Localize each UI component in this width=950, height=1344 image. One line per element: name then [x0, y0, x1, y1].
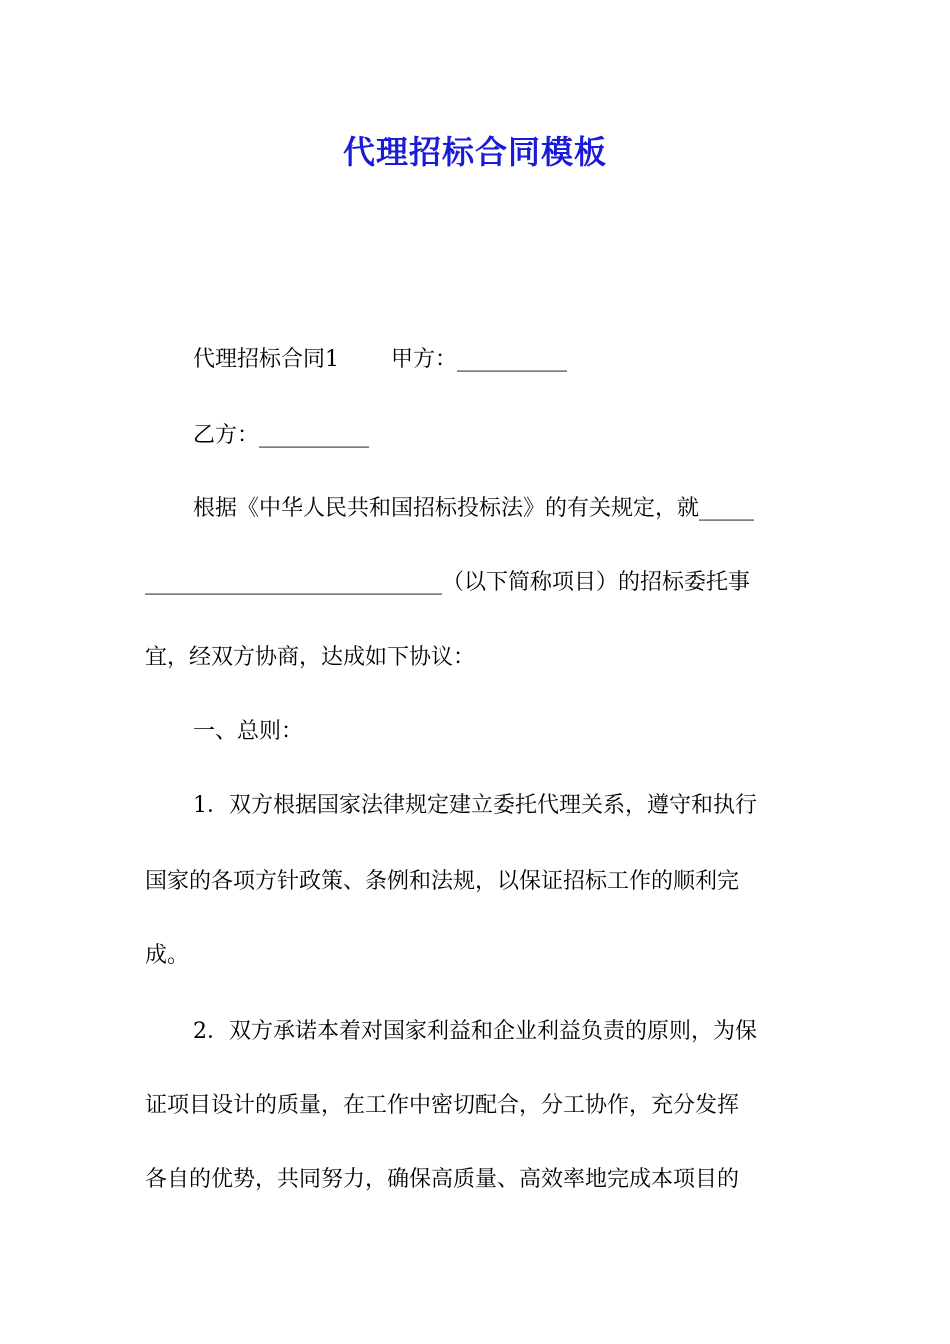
paragraph-line: 根据《中华人民共和国招标投标法》的有关规定，就_____ [193, 496, 755, 521]
paragraph-line: 1．双方根据国家法律规定建立委托代理关系，遵守和执行 [193, 793, 757, 818]
party-b-field: 乙方：__________ [193, 423, 370, 448]
paragraph-line: 成。 [145, 943, 190, 968]
paragraph-line: ___________________________（以下简称项目）的招标委托事 [145, 570, 751, 595]
section-heading: 一、总则： [193, 719, 304, 744]
paragraph-line: 各自的优势，共同努力，确保高质量、高效率地完成本项目的 [145, 1167, 740, 1192]
document-title: 代理招标合同模板 [342, 133, 607, 171]
contract-header-line [193, 344, 567, 376]
contract-number: 代理招标合同1 [193, 347, 339, 372]
party-a-field: 甲方：__________ [391, 347, 568, 372]
paragraph-line: 证项目设计的质量，在工作中密切配合，分工协作，充分发挥 [145, 1093, 740, 1118]
paragraph-line: 国家的各项方针政策、条例和法规，以保证招标工作的顺利完 [145, 869, 740, 894]
paragraph-line: 2．双方承诺本着对国家利益和企业利益负责的原则，为保 [193, 1019, 757, 1044]
paragraph-line: 宜，经双方协商，达成如下协议： [145, 645, 476, 670]
